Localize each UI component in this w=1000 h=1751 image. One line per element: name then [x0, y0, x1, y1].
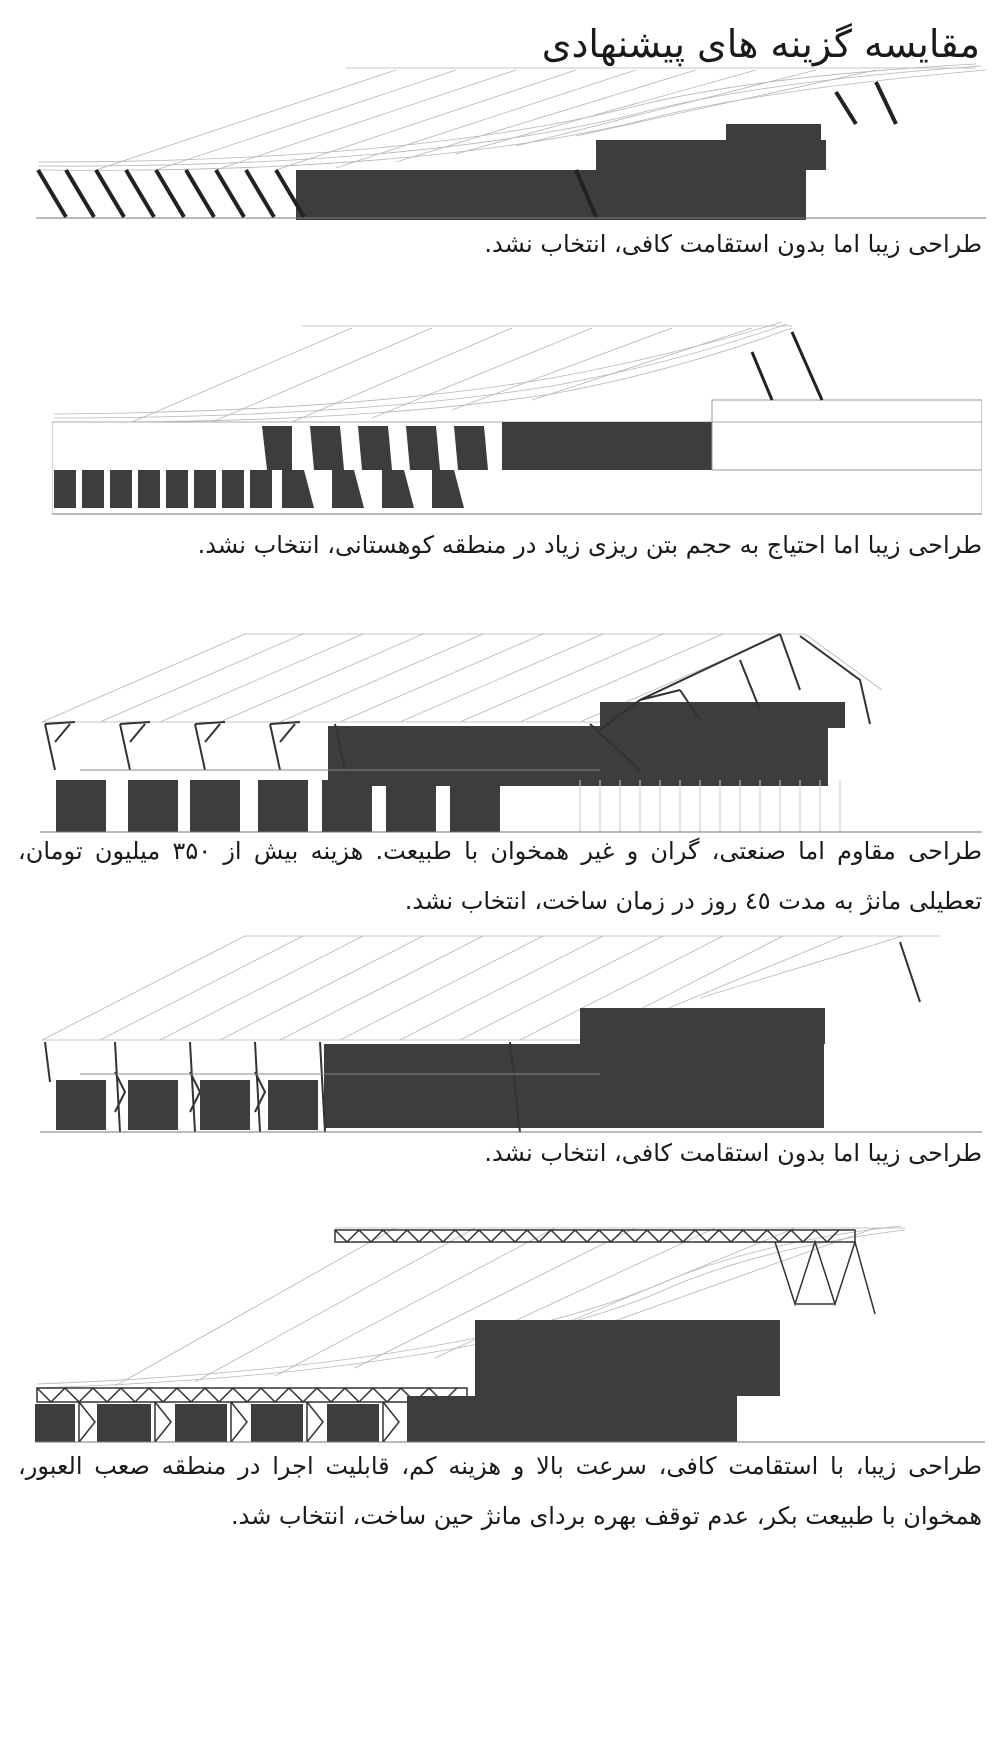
option-3-caption: طراحی مقاوم اما صنعتی، گران و غیر همخوان با طبیعت. هزینه بیش از ۳۵۰ میلیون تومان، تعطیلی مانژ به مدت ٤٥ روز در زمان ساخت، انتخاب نشد.: [18, 837, 982, 915]
lower-panels: [54, 470, 464, 508]
option-1-elevation: [36, 62, 986, 222]
upper-panels: [262, 426, 488, 470]
rear-struts: [752, 332, 822, 400]
stand-dark-block: [475, 1320, 780, 1396]
stand-upper-block: [712, 400, 982, 470]
option-3-elevation: [40, 630, 982, 835]
stand-dark-block: [328, 726, 828, 786]
stand-upper-block: [580, 1008, 825, 1044]
lower-panels: [35, 1396, 737, 1442]
lower-panels: [56, 1080, 318, 1130]
roof-lines: [54, 322, 792, 422]
stand-dark-block: [502, 422, 712, 470]
seat-hatch: [580, 780, 840, 832]
page-title: مقایسه گزینه های پیشنهادی: [541, 22, 980, 66]
option-5-elevation: [35, 1224, 985, 1444]
option-4-elevation: [40, 932, 982, 1137]
lower-panels: [56, 780, 500, 832]
stand-dark-block: [324, 1044, 824, 1128]
stand-upper-block: [600, 702, 845, 728]
option-2-caption: طراحی زیبا اما احتیاج به حجم بتن ریزی زیاد در منطقه کوهستانی، انتخاب نشد.: [197, 531, 982, 559]
option-5-caption: طراحی زیبا، با استقامت کافی، سرعت بالا و هزینه کم، قابلیت اجرا در منطقه صعب العبور، همخوان با طبیعت بکر، عدم توقف بهره بردای مانژ حین ساخت، انتخاب شد.: [18, 1452, 982, 1530]
roof-lines: [38, 64, 986, 170]
option-4-caption: طراحی زیبا اما بدون استقامت کافی، انتخاب نشد.: [484, 1139, 982, 1167]
option-2-elevation: [52, 322, 982, 520]
stand-upper-block: [596, 140, 826, 170]
stand-dark-block: [296, 170, 806, 220]
option-1-caption: طراحی زیبا اما بدون استقامت کافی، انتخاب نشد.: [484, 230, 982, 258]
stand-top-block: [726, 124, 821, 142]
